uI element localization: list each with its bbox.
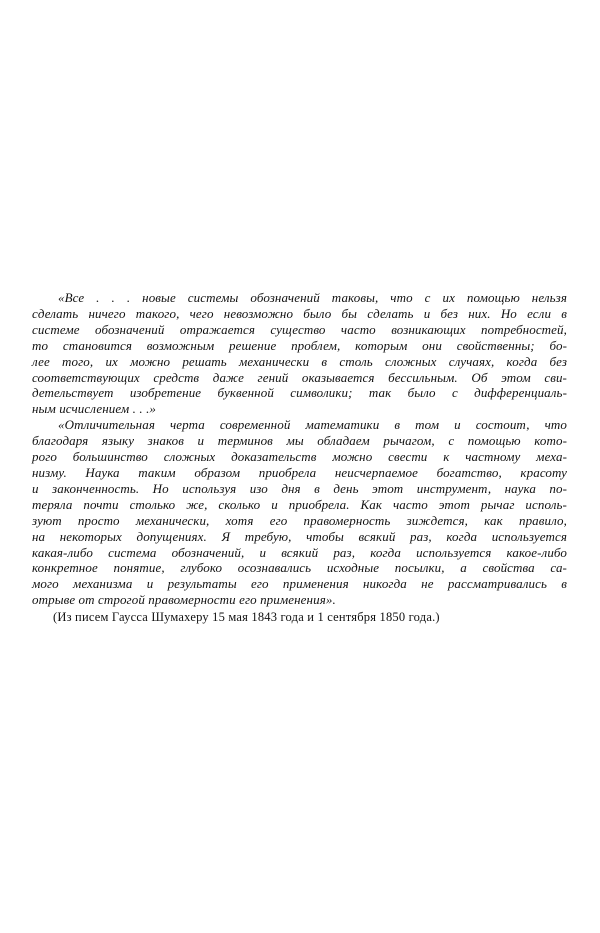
quote-paragraph-1 (32, 290, 567, 417)
quote-line: и законченность. Но используя изо дня в день этот инструмент, наука по- (32, 480, 567, 496)
quote-line: «Отличительная черта современной математики в том и состоит, что (58, 417, 567, 433)
quote-source-attribution: (Из писем Гаусса Шумахеру 15 мая 1843 года и 1 сентября 1850 года.) (53, 610, 440, 624)
quote-line: сделать ничего такого, чего невозможно было бы сделать и без них. Но если в (32, 305, 567, 321)
epigraph-quote (32, 290, 567, 608)
quote-line: то становится возможным решение проблем, которым они свойственны; бо- (32, 337, 567, 353)
quote-line: теряла почти столько же, сколько и приобрела. Как часто этот рычаг исполь- (32, 496, 567, 512)
quote-line: ным исчислением . . .» (32, 401, 157, 417)
quote-line: детельствует изобретение буквенной символики; так было с дифференциаль- (32, 385, 567, 401)
quote-line: мого механизма и результаты его применения никогда не рассматривались в (32, 576, 567, 592)
quote-line: отрыве от строгой правомерности его применения». (32, 592, 336, 608)
quote-line: соответствующих средств даже гений оказывается бессильным. Об этом сви- (32, 369, 567, 385)
quote-line: благодаря языку знаков и терминов мы обладаем рычагом, с помощью кото- (32, 433, 567, 449)
quote-line: зуют просто механически, хотя его правомерность зиждется, как правило, (32, 512, 567, 528)
quote-line: на некоторых допущениях. Я требую, чтобы всякий раз, когда используется (32, 528, 567, 544)
quote-line: низму. Наука таким образом приобрела неисчерпаемое богатство, красоту (32, 464, 567, 480)
quote-line: конкретное понятие, глубоко осознавались исходные посылки, а свойства са- (32, 560, 567, 576)
quote-line: системе обозначений отражается существо часто возникающих потребностей, (32, 321, 567, 337)
quote-paragraph-2 (32, 417, 567, 608)
quote-line: какая-либо система обозначений, и всякий раз, когда используется какое-либо (32, 544, 567, 560)
quote-line: рого большинство сложных доказательств можно свести к частному меха- (32, 449, 567, 465)
quote-line: лее того, их можно решать механически в столь сложных случаях, когда без (32, 353, 567, 369)
quote-line: «Все . . . новые системы обозначений таковы, что с их помощью нельзя (58, 290, 567, 305)
